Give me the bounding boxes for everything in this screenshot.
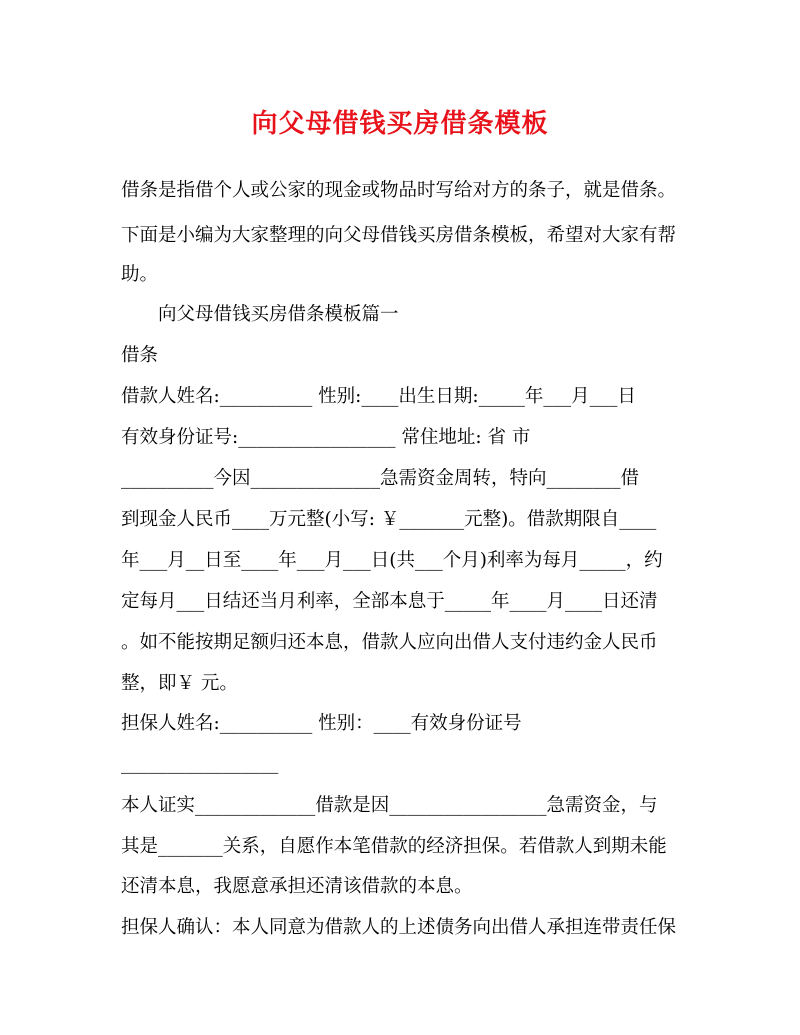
period-line: 年___月__日至____年___月___日(共___个月)利率为每月_____，约 <box>121 550 663 571</box>
penalty-line: 。如不能按期足额归还本息，借款人应向出借人支付违约金人民币 <box>121 632 658 653</box>
certification-line-1: 本人证实_____________借款是因_________________急需资金，与 <box>121 795 658 816</box>
amount-line: 到现金人民币____万元整(小写: ￥_______元整)。借款期限自____ <box>121 509 657 530</box>
intro-line-1: 借条是指借个人或公家的现金或物品时写给对方的条子，就是借条。 <box>121 180 677 201</box>
certification-line-3: 还清本息，我愿意承担还清该借款的本息。 <box>121 876 473 897</box>
intro-line-2: 下面是小编为大家整理的向父母借钱买房借条模板，希望对大家有帮 <box>121 225 677 246</box>
repayment-line: 定每月___日结还当月利率，全部本息于_____年____月____日还清 <box>121 591 658 612</box>
guarantor-name-line: 担保人姓名:__________ 性别：____有效身份证号 <box>121 713 522 734</box>
intro-line-3: 助。 <box>121 264 159 285</box>
reason-line: __________今因______________急需资金周转，特向________借 <box>121 468 640 489</box>
note-heading: 借条 <box>121 345 159 366</box>
borrower-id-line: 有效身份证号:_________________ 常住地址: 省 市 <box>121 427 531 448</box>
document-title: 向父母借钱买房借条模板 <box>251 109 549 139</box>
borrower-name-line: 借款人姓名:__________ 性别:____出生日期:_____年___月___日 <box>121 386 636 407</box>
certification-line-2: 其是_______关系，自愿作本笔借款的经济担保。若借款人到期未能 <box>121 836 667 857</box>
penalty-amount-line: 整，即￥ 元。 <box>121 673 238 694</box>
guarantor-id-blank-line: _________________ <box>121 753 279 774</box>
section-heading: 向父母借钱买房借条模板篇一 <box>158 304 399 325</box>
guarantor-confirm-line: 担保人确认：本人同意为借款人的上述债务向出借人承担连带责任保 <box>121 917 677 938</box>
